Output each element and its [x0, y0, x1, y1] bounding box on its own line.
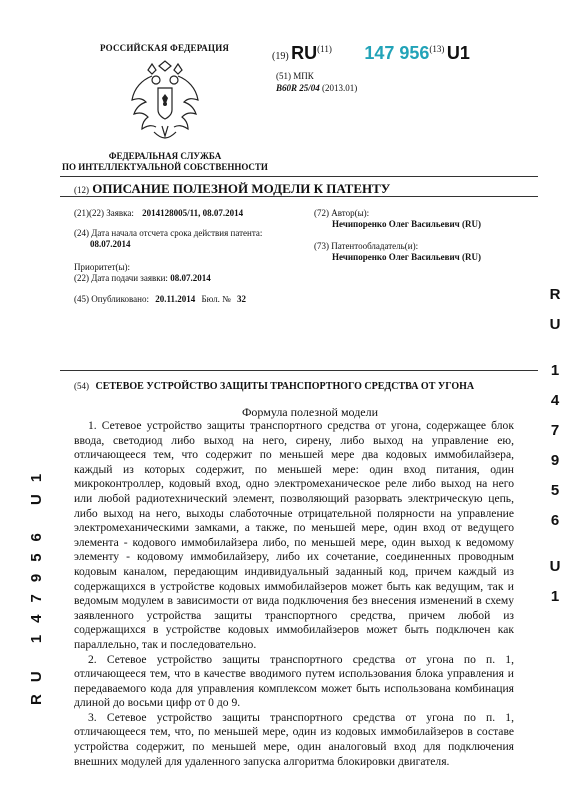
patent-number: 147 956 [364, 43, 430, 63]
side-number-right [548, 280, 562, 612]
application-field [74, 208, 243, 219]
application-value: 2014128005/11, 08.07.2014 [142, 208, 244, 218]
state-emblem-icon [128, 60, 202, 144]
owner-label: (73) Патентообладатель(и): [314, 241, 419, 251]
side-char: 6 [550, 512, 560, 529]
side-number-left [28, 461, 45, 720]
side-char: R [549, 286, 561, 303]
claim-paragraph: 3. Сетевое устройство защиты транспортного средства от угона по п. 1, отличающееся тем, что, по меньшей мере, один из кодовых иммобилайзеров в составе устройства содержит, по меньшей мере, один аналоговый вход для подключения внешних модулей для удаленного запуска алгоритма блокировки двигателя. [74, 710, 514, 768]
country-name: РОССИЙСКАЯ ФЕДЕРАЦИЯ [100, 43, 230, 53]
doc-title-text: ОПИСАНИЕ ПОЛЕЗНОЙ МОДЕЛИ К ПАТЕНТУ [92, 181, 391, 196]
side-char: U [549, 558, 561, 575]
rule-mid [60, 370, 538, 371]
publication-field [74, 294, 246, 305]
side-char: U [549, 316, 561, 333]
bulletin-value: 32 [236, 294, 246, 304]
bulletin-label: Бюл. № [201, 294, 231, 304]
published-label: (45) Опубликовано: [74, 294, 149, 304]
side-char: 1 [550, 588, 560, 605]
term-start-field [74, 228, 262, 250]
side-char: 4 [550, 392, 560, 409]
filing-label: (22) Дата подачи заявки: [74, 273, 168, 283]
formula-heading: Формула полезной модели [241, 405, 379, 419]
side-char: 5 [550, 482, 560, 499]
owner-value: Нечипоренко Олег Васильевич (RU) [332, 252, 481, 262]
invention-title [74, 381, 474, 392]
claims-body [74, 419, 514, 769]
side-char: 1 [550, 362, 560, 379]
agency-name-line2: ПО ИНТЕЛЛЕКТУАЛЬНОЙ СОБСТВЕННОСТИ [62, 162, 268, 172]
code-19: (19) [272, 51, 289, 62]
application-label: (21)(22) Заявка: [74, 208, 134, 218]
agency-name [60, 151, 270, 173]
priority-label: Приоритет(ы): [74, 262, 131, 272]
publication-number [272, 43, 470, 64]
priority-field [74, 262, 211, 284]
author-field [314, 208, 481, 230]
claim-paragraph: 1. Сетевое устройство защиты транспортного средства от угона, содержащее блок ввода, светодиод либо выход на него, сирену, либо выход на управление ею, отличающееся тем, что содержит по меньшей мере два кодовых иммобилайзера, каждый из которых содержит, по меньшей мере: один вход питания, один микроконтроллер, кодовый вход, одно электромеханическое реле либо выход на него или любой радиотехнический элемент, позволяющий разорвать электрическую цепь, либо выход на него, выходы слаботочные отрицательной полярности на управление электромеханическими замками, а также, по меньшей мере, один вход от ведущего элемента - кодового иммобилайзера либо, по меньшей мере, один выход к ведомому элементу - кодовому иммобилайзеру, либо их сочетание, соединенных проводным кодовым каналом, передающим индивидуальный заданный код, причем каждый из содержащихся в устройстве кодовых иммобилайзеров может быть как ведущим, так и ведомым модулем в зависимости от вида подключения без внесения изменений в схему заявленного устройства защиты транспортного средства, причем любой из содержащихся в устройстве кодовых иммобилайзеров может быть подключен как параллельно, так и последовательно. [74, 419, 514, 651]
ipc-version: (2013.01) [322, 83, 358, 93]
published-value: 20.11.2014 [155, 294, 196, 304]
side-left-text: RU 147956 U1 [28, 461, 45, 705]
invention-title-code: (54) [74, 381, 89, 391]
invention-title-text: СЕТЕВОЕ УСТРОЙСТВО ЗАЩИТЫ ТРАНСПОРТНОГО СРЕДСТВА ОТ УГОНА [95, 381, 475, 392]
ipc-class: B60R 25/04 [276, 83, 320, 93]
kind-code: U1 [446, 43, 470, 63]
filing-value: 08.07.2014 [170, 273, 211, 283]
code-13: (13) [429, 44, 445, 54]
rule-top [60, 176, 538, 177]
term-start-label: (24) Дата начала отсчета срока действия патента: [74, 228, 263, 238]
code-11: (11) [317, 44, 332, 54]
ipc-code: (51) [276, 71, 291, 81]
side-char: 7 [550, 422, 560, 439]
claim-paragraph: 2. Сетевое устройство защиты транспортного средства от угона по п. 1, отличающееся тем, что в качестве вводимого путем использования блока управления и передаваемого кода для управления комплексом может быть использована комбинация длиной до восьми цифр от 0 до 9. [74, 652, 514, 710]
ipc-label: МПК [293, 71, 314, 81]
doc-title-code: (12) [74, 185, 89, 195]
agency-name-line1: ФЕДЕРАЛЬНАЯ СЛУЖБА [108, 151, 222, 161]
author-value: Нечипоренко Олег Васильевич (RU) [332, 219, 481, 229]
term-start-value: 08.07.2014 [90, 239, 131, 249]
owner-field [314, 241, 481, 263]
side-char: 9 [550, 452, 560, 469]
ipc-block [276, 70, 357, 94]
author-label: (72) Автор(ы): [314, 208, 370, 218]
country-code: RU [291, 43, 318, 63]
rule-under-title [60, 196, 538, 197]
document-title [74, 181, 390, 197]
